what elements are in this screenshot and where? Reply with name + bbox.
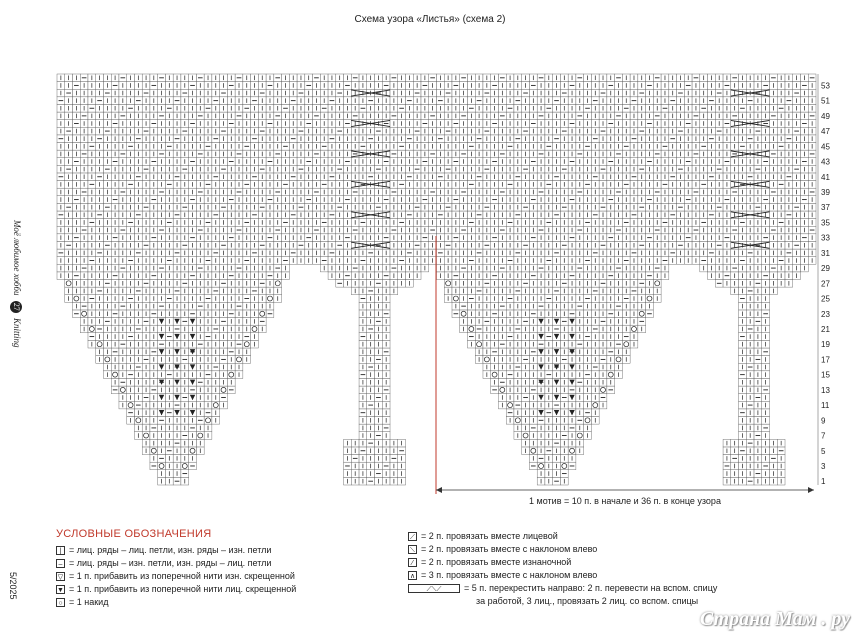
chart-title: Схема узора «Листья» (схема 2) [354, 14, 506, 25]
page-number-badge: 27 [12, 302, 21, 311]
magazine-name: Моё любимое хобби [12, 220, 22, 296]
issue-number: 5/2025 [8, 572, 18, 600]
magazine-brand: Knitting [12, 318, 22, 348]
